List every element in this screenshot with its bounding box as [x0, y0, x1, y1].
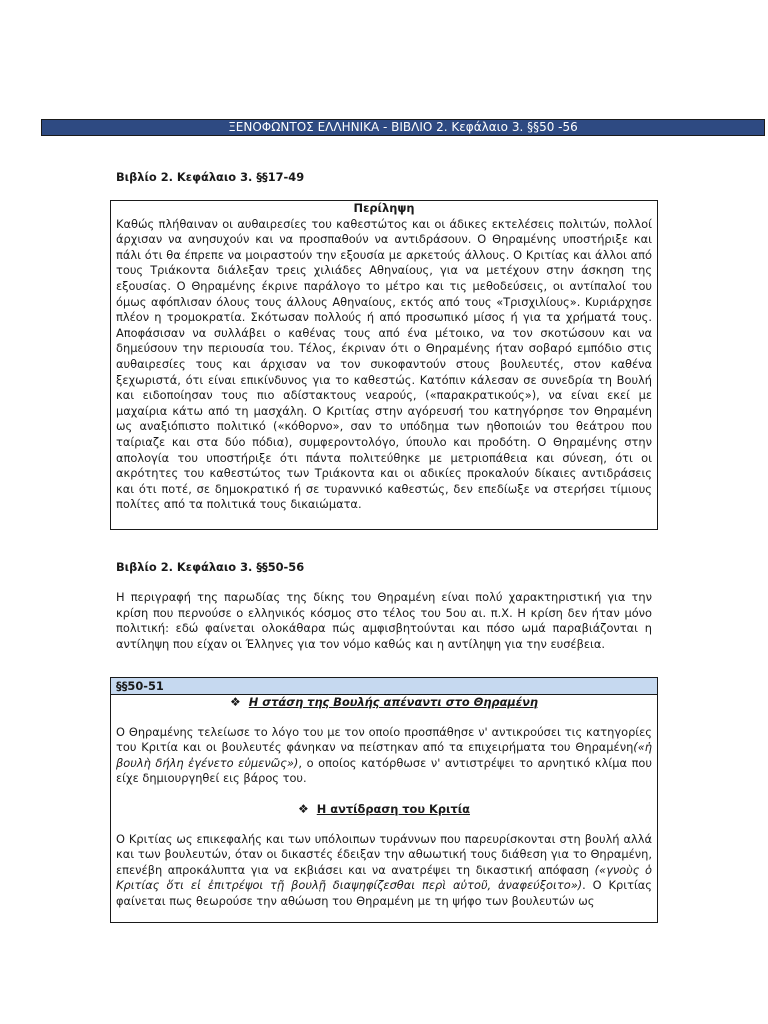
paragraph-council [116, 725, 652, 787]
summary-text: Καθώς πλήθαιναν οι αυθαιρεσίες του καθεστώτος και οι άδικες εκτελέσεις πολιτών, πολλοί άρχισαν να ανησυχούν και να προσπαθούν να αντιδράσουν. Ο Θηραμένης υποστήριξε και πάλι ότι θα έπρεπε να μοιραστούν την εξουσία με αρκετούς άλλους. Ο Κριτίας και άλλοι από τους Τριάκοντα διάλεξαν τρεις χιλιάδες Αθηναίους, για να μετέχουν στην άσκηση της εξουσίας. Ο Θηραμένης έκρινε παράλογο το μέτρο και τις μεθοδεύσεις, οι αντίπαλοί του όμως αφόπλισαν όλους τους άλλους Αθηναίους, εκτός από τους «Τρισχιλίους». Κυριάρχησε πλέον η τρομοκρατία. Σκότωσαν πολλούς ή από προσωπικό μίσος ή για τα χρήματά τους. Αποφάσισαν να συλλάβει ο καθένας τους από ένα μέτοικο, να τον σκοτώσουν και να δημεύσουν την περιουσία του. Τέλος, έκριναν ότι ο Θηραμένης ήταν σοβαρό εμπόδιο στις αυθαιρεσίες τους και άρχισαν να τον συκοφαντούν στους βουλευτές, στον καθένα ξεχωριστά, ότι είναι επικίνδυνος για το καθεστώς. Κατόπιν κάλεσαν σε συνεδρία τη Βουλή και ειδοποίησαν τους πιο αδίστακτους νεαρούς, («παρακρατικούς»), να είναι εκεί με μαχαίρια κάτω από τη μασχάλη. Ο Κριτίας στην αγόρευσή του κατηγόρησε τον Θηραμένη ως αναξιόπιστο πολιτικό («κόθορνο», σαν το υπόδημα των ηθοποιών του θεάτρου που ταίριαζε και στα δύο πόδια), συμφεροντολόγο, ύπουλο και προδότη. Ο Θηραμένης στην απολογία του υποστήριξε ότι πάντα πολιτεύθηκε με μετριοπάθεια και σύνεση, ότι οι ακρότητες του καθεστώτος των Τριάκοντα και οι αδικίες προκαλούν δίκαιες αντιδράσεις και ότι ποτέ, σε δημοκρατικό ή σε τυραννικό καθεστώς, δεν επεδίωξε να στερήσει τίμιους πολίτες από τα πολιτικά τους δικαιώματα. [116, 216, 652, 512]
paragraph-council-quote: («ἡ βουλὴ δήλη ἐγένετο εὐμενῶς») [116, 740, 652, 770]
paragraph-council-text-b: , ο οποίος κατόρθωσε ν' αντιστρέψει το αρνητικό κλίμα που είχε δημιουργηθεί εις βάρος του. [116, 755, 652, 786]
section2-heading: Βιβλίο 2. Κεφάλαιο 3. §§50-56 [116, 560, 305, 574]
paragraph-critias-quote: («γνοὺς ὁ Κριτίας ὅτι εἰ ἐπιτρέψοι τῇ βουλῇ διαψηφίζεσθαι περὶ αὐτοῦ, ἀναφεύξοιτο») [116, 862, 652, 893]
commentary-box [110, 677, 658, 923]
summary-title: Περίληψη [353, 201, 415, 215]
diamond-bullet-icon: ❖ [230, 695, 241, 709]
commentary-box-body [111, 695, 657, 910]
paragraph-critias-text-b: . Ο Κριτίας φαίνεται πως θεωρούσε την αθώωση του Θηραμένη με τη ψήφο των βουλευτών ως [116, 878, 652, 908]
paragraph-council-text-a: Ο Θηραμένης τελείωσε το λόγο του με τον οποίο προσπάθησε ν' αντικρούσει τις κατηγορίες του Κριτία και οι βουλευτές φάνηκαν να πείστηκαν από τα επιχειρήματα του Θηραμένη [116, 724, 652, 755]
section2-intro: Η περιγραφή της παρωδίας της δίκης του Θηραμένη είναι πολύ χαρακτηριστική για την κρίση που περνούσε ο ελληνικός κόσμος στο τέλος του 5ου αι. π.Χ. Η κρίση δεν ήταν μόνο πολιτική: εδώ φαίνεται ολοκάθαρα πώς αμφισβητούνται και πόσο ωμά παραβιάζονται η αντίληψη που είχαν οι Έλληνες για τον νόμο καθώς και η αντίληψη για την ευσέβεια. [116, 590, 652, 651]
diamond-bullet-icon: ❖ [297, 801, 309, 816]
subheading-critias-reaction-text: Η αντίδραση του Κριτία [316, 801, 470, 816]
summary-box [110, 200, 658, 530]
subheading-council-stance [116, 695, 652, 711]
paragraph-critias [116, 832, 652, 910]
subheading-council-stance-text: Η στάση της Βουλής απέναντι στο Θηραμένη [248, 695, 538, 709]
section1-heading: Βιβλίο 2. Κεφάλαιο 3. §§17-49 [116, 170, 305, 184]
commentary-box-header: §§50-51 [111, 678, 657, 695]
paragraph-critias-text-a: Ο Κριτίας ως επικεφαλής και των υπόλοιπων τυράννων που παρευρίσκονται στη βουλή αλλά και των βουλευτών, όταν οι δικαστές έδειξαν την αθωωτική τους διάθεση για το Θηραμένη, επενέβη απροκάλυπτα για να εκβιάσει και να ανατρέψει τη δικαστική απόφαση [116, 831, 652, 877]
document-title: ΞΕΝΟΦΩΝΤΟΣ ΕΛΛΗΝΙΚΑ - ΒΙΒΛΙΟ 2. Κεφάλαιο 3. §§50 -56 [41, 119, 765, 136]
subheading-critias-reaction [116, 802, 652, 818]
